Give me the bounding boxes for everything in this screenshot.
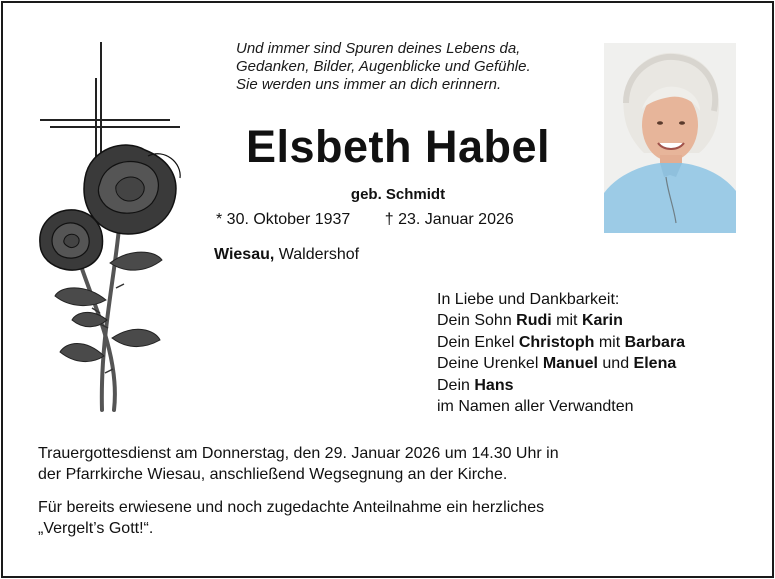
family-line-grandson	[437, 332, 685, 353]
poem-line: Gedanken, Bilder, Augenblicke und Gefühle.	[236, 58, 531, 75]
deceased-name: Elsbeth Habel	[245, 121, 551, 172]
residence	[214, 245, 359, 265]
portrait-illustration	[604, 43, 736, 233]
text-prefix: Deine Urenkel	[437, 355, 543, 373]
thanks-line: Für bereits erwiesene und noch zugedachte Anteilnahme ein herzliches	[38, 499, 545, 516]
partner-name: Hans	[474, 376, 514, 394]
maiden-name: geb. Schmidt	[350, 186, 446, 203]
service-line: der Pfarrkirche Wiesau, anschließend Wegsegnung an der Kirche.	[38, 466, 508, 483]
residence-main: Wiesau,	[214, 246, 275, 263]
thanks-note	[38, 497, 758, 539]
service-line: Trauergottesdienst am Donnerstag, den 29. Januar 2026 um 14.30 Uhr in	[38, 445, 559, 462]
rose-bloom-large-icon	[84, 145, 180, 234]
poem-line: Und immer sind Spuren deines Lebens da,	[236, 40, 521, 57]
text-connector: und	[597, 355, 634, 373]
text-connector: mit	[551, 312, 582, 330]
son-partner-name: Karin	[581, 312, 623, 330]
residence-other: Waldershof	[274, 246, 360, 263]
rose-bloom-small-icon	[40, 210, 103, 270]
son-name: Rudi	[516, 312, 552, 330]
great-grandchild-name: Elena	[633, 355, 677, 373]
text-prefix: Dein Sohn	[437, 312, 517, 330]
birth-date: * 30. Oktober 1937	[216, 211, 351, 228]
family-list	[437, 289, 685, 417]
grandson-name: Christoph	[518, 333, 595, 351]
text-prefix: Dein	[437, 376, 475, 394]
thanks-line: „Vergelt’s Gott!“.	[38, 520, 154, 537]
family-intro: In Liebe und Dankbarkeit:	[437, 291, 620, 308]
grandson-partner-name: Barbara	[624, 333, 686, 351]
poem-line: Sie werden uns immer an dich erinnern.	[236, 76, 502, 93]
cross-roses-icon	[30, 38, 200, 418]
family-relatives: im Namen aller Verwandten	[437, 398, 634, 416]
memorial-poem	[236, 40, 596, 94]
text-prefix: Dein Enkel	[437, 333, 519, 351]
family-line-partner	[437, 375, 685, 396]
service-info	[38, 443, 758, 485]
great-grandchild-name: Manuel	[542, 355, 598, 373]
death-date: † 23. Januar 2026	[384, 211, 514, 228]
life-dates	[216, 210, 596, 230]
family-line-son	[437, 310, 685, 331]
text-connector: mit	[594, 333, 625, 351]
family-line-great-grandchildren	[437, 353, 685, 374]
portrait-photo	[604, 43, 736, 233]
